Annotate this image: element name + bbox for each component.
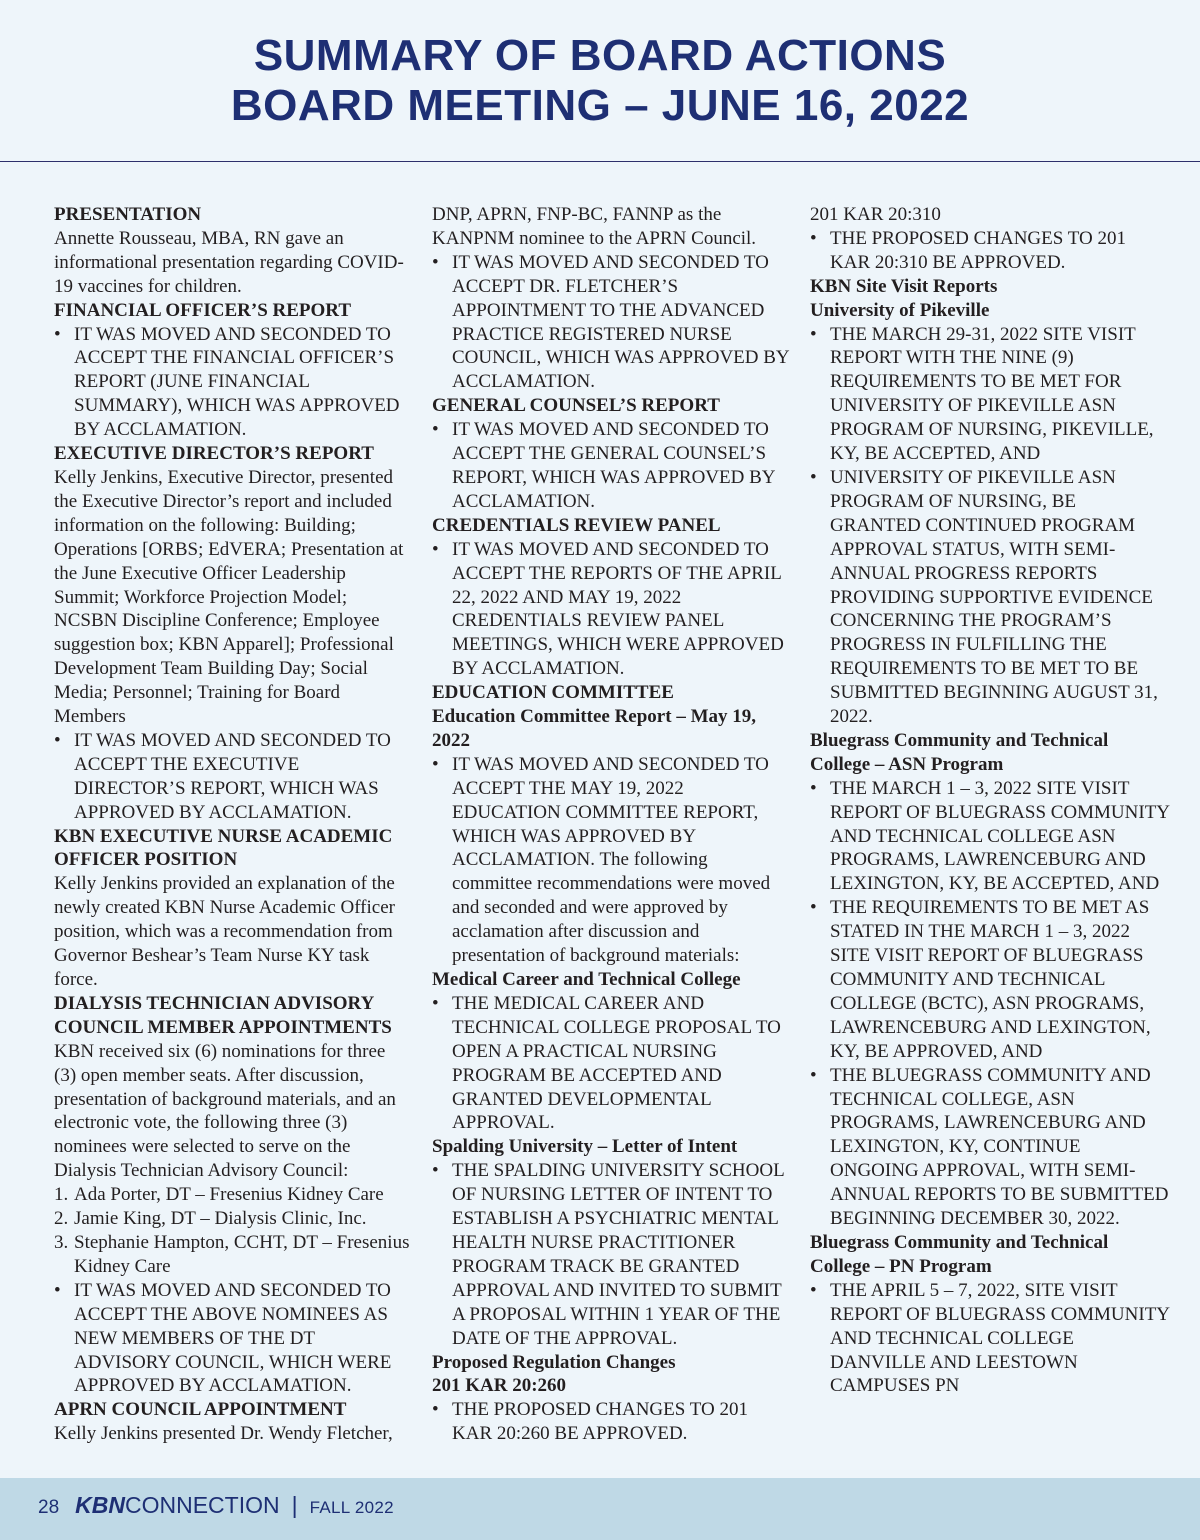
kar-310-heading: 201 KAR 20:310: [810, 204, 941, 225]
kar-310-recommendation: • THE PROPOSED CHANGES TO 201 KAR 20:310 BE APPROVED.: [810, 227, 1170, 275]
pikeville-recommendation-1: • THE MARCH 29-31, 2022 SITE VISIT REPORT WITH THE NINE (9) REQUIREMENTS TO BE MET FOR UNIVERSITY OF PIKEVILLE ASN PROGRAM OF NURSING, PIKEVILLE, KY, BE ACCEPTED, AND: [810, 323, 1170, 466]
column-2: [432, 203, 792, 1446]
list-text: Stephanie Hampton, CCHT, DT – Fresenius Kidney Care: [74, 1231, 410, 1277]
list-number: 1.: [54, 1184, 69, 1206]
executive-director-text: Kelly Jenkins, Executive Director, presented the Executive Director’s report and included information on the following: Building; Operations [ORBS; EdVERA; Presentation at the June Executive Officer Leadership Summit; Workforce Projection Model; NCSBN Discipline Conference; Employee suggestion box; KBN Apparel]; Professional Development Team Building Day; Social Media; Personnel; Training for Board Members: [54, 466, 404, 728]
mctc-recommendation: • THE MEDICAL CAREER AND TECHNICAL COLLEGE PROPOSAL TO OPEN A PRACTICAL NURSING PROGRAM BE ACCEPTED AND GRANTED DEVELOPMENTAL APPROVAL.: [432, 992, 792, 1135]
general-counsel-motion: • IT WAS MOVED AND SECONDED TO ACCEPT THE GENERAL COUNSEL’S REPORT, WHICH WAS APPROVED BY ACCLAMATION.: [432, 418, 792, 514]
page-title-line-2: BOARD MEETING – JUNE 16, 2022: [230, 81, 970, 130]
presentation-text: Annette Rousseau, MBA, RN gave an informational presentation regarding COVID-19 vaccines for children.: [54, 227, 404, 297]
list-text: Jamie King, DT – Dialysis Clinic, Inc.: [74, 1208, 367, 1230]
financial-officer-heading: FINANCIAL OFFICER’S REPORT: [54, 299, 352, 321]
pikeville-heading: University of Pikeville: [810, 299, 990, 321]
nurse-academic-officer-text: Kelly Jenkins provided an explanation of the newly created KBN Nurse Academic Officer position, which was a recommendation from Governor Beshear’s Team Nurse KY task force.: [54, 873, 395, 990]
bctc-asn-recommendation-3: • THE BLUEGRASS COMMUNITY AND TECHNICAL COLLEGE, ASN PROGRAMS, LAWRENCEBURG AND LEXINGTON, KY, CONTINUE ONGOING APPROVAL, WITH SEMI-ANNUAL REPORTS TO BE SUBMITTED BEGINNING DECEMBER 30, 2022.: [810, 1064, 1170, 1231]
kar-260-recommendation: • THE PROPOSED CHANGES TO 201 KAR 20:260 BE APPROVED.: [432, 1398, 792, 1446]
brand-kbn: KBN: [75, 1492, 125, 1518]
aprn-council-motion: • IT WAS MOVED AND SECONDED TO ACCEPT DR. FLETCHER’S APPOINTMENT TO THE ADVANCED PRACTICE REGISTERED NURSE COUNCIL, WHICH WAS APPROVED BY ACCLAMATION.: [432, 251, 792, 394]
presentation-heading: PRESENTATION: [54, 204, 202, 225]
kar-260-heading: 201 KAR 20:260: [432, 1375, 567, 1397]
aprn-council-text: Kelly Jenkins presented Dr. Wendy Fletcher,: [54, 1423, 393, 1445]
issue-label: FALL 2022: [309, 1498, 394, 1517]
bctc-asn-heading: Bluegrass Community and Technical College – ASN Program: [810, 729, 1109, 775]
page-footer: [0, 1478, 1200, 1540]
dialysis-council-motion: • IT WAS MOVED AND SECONDED TO ACCEPT THE ABOVE NOMINEES AS NEW MEMBERS OF THE DT ADVISORY COUNCIL, WHICH WERE APPROVED BY ACCLAMATION.: [54, 1279, 412, 1399]
bctc-asn-recommendation-2: • THE REQUIREMENTS TO BE MET AS STATED IN THE MARCH 1 – 3, 2022 SITE VISIT REPORT OF BLUEGRASS COMMUNITY AND TECHNICAL COLLEGE (BCTC), ASN PROGRAMS, LAWRENCEBURG AND LEXINGTON, KY, BE APPROVED, AND: [810, 896, 1170, 1063]
page-header: [0, 0, 1200, 162]
aprn-council-text-continued: DNP, APRN, FNP-BC, FANNP as the KANPNM nominee to the APRN Council.: [432, 204, 757, 249]
bctc-pn-heading: Bluegrass Community and Technical College – PN Program: [810, 1231, 1109, 1277]
footer-separator: |: [291, 1492, 298, 1518]
education-report-subheading: Education Committee Report – May 19, 2022: [432, 706, 757, 751]
education-motion-tail: The following committee recommendations were moved and seconded and were approved by acclamation after discussion and presentation of background materials:: [452, 849, 771, 967]
dialysis-council-heading: DIALYSIS TECHNICIAN ADVISORY COUNCIL MEMBER APPOINTMENTS: [54, 992, 392, 1038]
financial-officer-motion: • IT WAS MOVED AND SECONDED TO ACCEPT THE FINANCIAL OFFICER’S REPORT (JUNE FINANCIAL SUMMARY), WHICH WAS APPROVED BY ACCLAMATION.: [54, 323, 412, 443]
spalding-heading: Spalding University – Letter of Intent: [432, 1136, 738, 1158]
header-divider: [0, 161, 1200, 162]
column-3: [810, 203, 1170, 1398]
list-item: [54, 1231, 412, 1279]
aprn-council-heading: APRN COUNCIL APPOINTMENT: [54, 1399, 347, 1421]
list-item: [54, 1183, 412, 1207]
executive-director-heading: EXECUTIVE DIRECTOR’S REPORT: [54, 443, 374, 465]
dialysis-council-text: KBN received six (6) nominations for three (3) open member seats. After discussion, presentation of background materials, and an electronic vote, the following three (3) nominees were selected to serve on the Dialysis Technician Advisory Council:: [54, 1040, 396, 1182]
brand-connection: CONNECTION: [124, 1492, 280, 1518]
bctc-pn-recommendation: • THE APRIL 5 – 7, 2022, SITE VISIT REPORT OF BLUEGRASS COMMUNITY AND TECHNICAL COLLEGE DANVILLE AND LEESTOWN CAMPUSES PN: [810, 1279, 1170, 1399]
list-text: Ada Porter, DT – Fresenius Kidney Care: [74, 1184, 384, 1206]
page-title-line-1: SUMMARY OF BOARD ACTIONS: [253, 31, 947, 80]
bctc-asn-recommendation-1: • THE MARCH 1 – 3, 2022 SITE VISIT REPORT OF BLUEGRASS COMMUNITY AND TECHNICAL COLLEGE ASN PROGRAMS, LAWRENCEBURG AND LEXINGTON, KY, BE ACCEPTED, AND: [810, 777, 1170, 897]
credentials-panel-motion: • IT WAS MOVED AND SECONDED TO ACCEPT THE REPORTS OF THE APRIL 22, 2022 AND MAY 19, 2022 CREDENTIALS REVIEW PANEL MEETINGS, WHICH WERE APPROVED BY ACCLAMATION.: [432, 538, 792, 681]
page-number: 28: [38, 1497, 60, 1518]
column-1: [54, 203, 412, 1446]
site-visit-heading: KBN Site Visit Reports: [810, 275, 998, 297]
executive-director-motion: • IT WAS MOVED AND SECONDED TO ACCEPT THE EXECUTIVE DIRECTOR’S REPORT, WHICH WAS APPROVED BY ACCLAMATION.: [54, 729, 412, 825]
spalding-recommendation: • THE SPALDING UNIVERSITY SCHOOL OF NURSING LETTER OF INTENT TO ESTABLISH A PSYCHIATRIC MENTAL HEALTH NURSE PRACTITIONER PROGRAM TRACK BE GRANTED APPROVAL AND INVITED TO SUBMIT A PROPOSAL WITHIN 1 YEAR OF THE DATE OF THE APPROVAL.: [432, 1159, 792, 1350]
list-item: [54, 1207, 412, 1231]
nominee-list: [54, 1183, 412, 1279]
pikeville-recommendation-2: • UNIVERSITY OF PIKEVILLE ASN PROGRAM OF NURSING, BE GRANTED CONTINUED PROGRAM APPROVAL STATUS, WITH SEMI-ANNUAL PROGRESS REPORTS PROVIDING SUPPORTIVE EVIDENCE CONCERNING THE PROGRAM’S PROGRESS IN FULFILLING THE REQUIREMENTS TO BE MET TO BE SUBMITTED BEGINNING AUGUST 31, 2022.: [810, 466, 1170, 729]
general-counsel-heading: GENERAL COUNSEL’S REPORT: [432, 395, 720, 417]
mctc-heading: Medical Career and Technical College: [432, 969, 741, 990]
education-motion-caps: IT WAS MOVED AND SECONDED TO ACCEPT THE MAY 19, 2022 EDUCATION COMMITTEE REPORT, WHICH WAS APPROVED BY ACCLAMATION.: [452, 753, 769, 871]
education-report-motion: [432, 753, 792, 968]
list-number: 2.: [54, 1208, 69, 1230]
education-committee-heading: EDUCATION COMMITTEE: [432, 682, 674, 704]
regulation-changes-heading: Proposed Regulation Changes: [432, 1351, 676, 1373]
list-number: 3.: [54, 1231, 69, 1253]
nurse-academic-officer-heading: KBN EXECUTIVE NURSE ACADEMIC OFFICER POSITION: [54, 825, 393, 871]
footer-content: [38, 1492, 394, 1519]
credentials-panel-heading: CREDENTIALS REVIEW PANEL: [432, 514, 721, 536]
